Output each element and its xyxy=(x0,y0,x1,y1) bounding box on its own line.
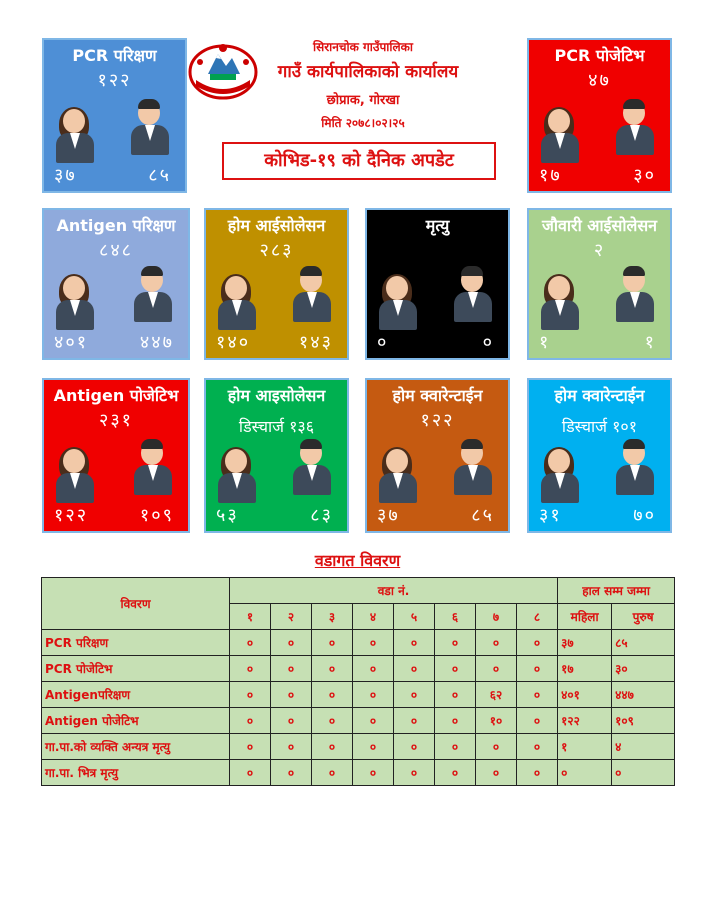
table-row xyxy=(42,734,675,760)
man-avatar-icon xyxy=(291,439,333,495)
female-count: ४०१ xyxy=(54,332,89,353)
female-count: १२२ xyxy=(54,505,89,526)
man-avatar-icon xyxy=(614,99,656,155)
ward-cell: ० xyxy=(230,656,271,682)
female-total-cell: ४०१ xyxy=(558,682,612,708)
header-description: विवरण xyxy=(42,578,230,630)
male-count: ८५ xyxy=(148,165,171,186)
female-total-cell: १ xyxy=(558,734,612,760)
card-subtitle: डिस्चार्ज १३६ xyxy=(238,417,315,436)
ward-cell: ० xyxy=(517,630,558,656)
male-total-cell: ४४७ xyxy=(612,682,675,708)
male-count: १४३ xyxy=(298,332,333,353)
male-count: ८३ xyxy=(310,505,333,526)
card-title: होम आइसोलेसन xyxy=(227,386,326,405)
card-title: PCR परिक्षण xyxy=(72,46,157,65)
ward-cell: ० xyxy=(435,656,476,682)
woman-avatar-icon xyxy=(216,447,258,503)
ward-cell: ० xyxy=(517,682,558,708)
ward-cell: ० xyxy=(394,708,435,734)
ward-cell: ० xyxy=(435,630,476,656)
card-value: १२२ xyxy=(97,70,132,91)
ward-cell: ० xyxy=(312,734,353,760)
row-label: PCR परिक्षण xyxy=(42,630,230,656)
ward-cell: ० xyxy=(230,630,271,656)
female-count: १ xyxy=(539,332,551,353)
female-total-cell: १२२ xyxy=(558,708,612,734)
ward-cell: ० xyxy=(353,656,394,682)
ward-cell: ० xyxy=(353,682,394,708)
card-home-quarantine-discharge xyxy=(527,378,672,533)
card-home-isolation-discharge xyxy=(204,378,349,533)
female-count: १४० xyxy=(216,332,251,353)
woman-avatar-icon xyxy=(539,447,581,503)
man-avatar-icon xyxy=(614,266,656,322)
ward-cell: ० xyxy=(476,760,517,786)
row-label: Antigenपरिक्षण xyxy=(42,682,230,708)
ward-cell: १० xyxy=(476,708,517,734)
woman-avatar-icon xyxy=(216,274,258,330)
male-count: १०९ xyxy=(139,505,174,526)
female-count: ३१ xyxy=(539,505,562,526)
female-total-cell: ३७ xyxy=(558,630,612,656)
male-count: ८५ xyxy=(471,505,494,526)
man-avatar-icon xyxy=(452,266,494,322)
woman-avatar-icon xyxy=(539,107,581,163)
ward-cell: ० xyxy=(476,656,517,682)
male-count: ० xyxy=(482,332,494,353)
ward-cell: ० xyxy=(230,682,271,708)
ward-cell: ० xyxy=(312,682,353,708)
female-total-cell: १७ xyxy=(558,656,612,682)
header-ward-3: ३ xyxy=(312,604,353,630)
report-date: मिति २०७८।०२।२५ xyxy=(321,116,405,130)
office-header xyxy=(188,38,508,131)
ward-cell: ० xyxy=(271,760,312,786)
male-count: १ xyxy=(644,332,656,353)
card-title: मृत्यु xyxy=(425,216,450,235)
header-ward-6: ६ xyxy=(435,604,476,630)
ward-cell: ० xyxy=(312,760,353,786)
card-value: ४७ xyxy=(588,70,611,91)
male-total-cell: ८५ xyxy=(612,630,675,656)
card-title: Antigen पोजेटिभ xyxy=(53,386,179,405)
ward-cell: ० xyxy=(312,630,353,656)
ward-cell: ० xyxy=(435,708,476,734)
ward-cell: ० xyxy=(271,656,312,682)
ward-cell: ० xyxy=(353,630,394,656)
header-ward-1: १ xyxy=(230,604,271,630)
ward-cell: ० xyxy=(230,708,271,734)
card-title: जौवारी आईसोलेसन xyxy=(541,216,658,235)
header-ward-8: ८ xyxy=(517,604,558,630)
ward-cell: ० xyxy=(230,734,271,760)
ward-cell: ० xyxy=(394,734,435,760)
man-avatar-icon xyxy=(614,439,656,495)
ward-cell: ० xyxy=(517,708,558,734)
ward-cell: ० xyxy=(394,656,435,682)
header-ward-no: वडा नं. xyxy=(230,578,558,604)
man-avatar-icon xyxy=(132,439,174,495)
ward-cell: ० xyxy=(353,708,394,734)
card-pcr-positive xyxy=(527,38,672,193)
header-female: महिला xyxy=(558,604,612,630)
ward-cell: ० xyxy=(312,656,353,682)
card-subtitle: डिस्चार्ज १०१ xyxy=(561,417,638,436)
table-row xyxy=(42,760,675,786)
ward-cell: ० xyxy=(435,734,476,760)
ward-cell: ० xyxy=(271,708,312,734)
ward-cell: ० xyxy=(435,682,476,708)
header-ward-5: ५ xyxy=(394,604,435,630)
ward-cell: ० xyxy=(353,760,394,786)
ward-cell: ० xyxy=(353,734,394,760)
ward-cell: ६२ xyxy=(476,682,517,708)
card-value: २३१ xyxy=(98,410,134,431)
woman-avatar-icon xyxy=(54,447,96,503)
card-antigen-positive xyxy=(42,378,190,533)
row-label: गा.पा.को व्यक्ति अन्यत्र मृत्यु xyxy=(42,734,230,760)
card-death xyxy=(365,208,510,360)
ward-details-title: वडागत विवरण xyxy=(314,551,401,570)
ward-cell: ० xyxy=(476,734,517,760)
card-antigen-test xyxy=(42,208,190,360)
ward-cell: ० xyxy=(230,760,271,786)
table-row xyxy=(42,656,675,682)
man-avatar-icon xyxy=(452,439,494,495)
table-row xyxy=(42,630,675,656)
header-male: पुरुष xyxy=(612,604,675,630)
header-ward-2: २ xyxy=(271,604,312,630)
office-name: गाउँ कार्यपालिकाको कार्यालय xyxy=(277,62,459,82)
header-ward-7: ७ xyxy=(476,604,517,630)
man-avatar-icon xyxy=(291,266,333,322)
male-count: ४४७ xyxy=(139,332,174,353)
card-title: PCR पोजेटिभ xyxy=(554,46,645,65)
card-value: २८३ xyxy=(259,240,294,261)
header-total: हाल सम्म जम्मा xyxy=(558,578,675,604)
card-value: १२२ xyxy=(420,410,455,431)
ward-cell: ० xyxy=(435,760,476,786)
female-total-cell: ० xyxy=(558,760,612,786)
ward-cell: ० xyxy=(394,760,435,786)
ward-cell: ० xyxy=(476,630,517,656)
woman-avatar-icon xyxy=(539,274,581,330)
female-count: ३७ xyxy=(54,165,77,186)
card-pcr-test xyxy=(42,38,187,193)
male-total-cell: ० xyxy=(612,760,675,786)
female-count: ३७ xyxy=(377,505,400,526)
table-row xyxy=(42,708,675,734)
female-count: १७ xyxy=(539,165,562,186)
card-home-quarantine xyxy=(365,378,510,533)
card-title: Antigen परिक्षण xyxy=(56,216,176,235)
woman-avatar-icon xyxy=(54,274,96,330)
header-ward-4: ४ xyxy=(353,604,394,630)
ward-cell: ० xyxy=(271,734,312,760)
woman-avatar-icon xyxy=(377,274,419,330)
woman-avatar-icon xyxy=(377,447,419,503)
ward-cell: ० xyxy=(517,656,558,682)
male-total-cell: १०९ xyxy=(612,708,675,734)
male-count: ३० xyxy=(633,165,656,186)
ward-cell: ० xyxy=(271,682,312,708)
ward-cell: ० xyxy=(517,760,558,786)
card-value: ८४८ xyxy=(98,240,134,261)
ward-cell: ० xyxy=(312,708,353,734)
card-ward-isolation xyxy=(527,208,672,360)
card-value: २ xyxy=(593,240,606,261)
row-label: Antigen पोजेटिभ xyxy=(42,708,230,734)
card-home-isolation xyxy=(204,208,349,360)
male-total-cell: ३० xyxy=(612,656,675,682)
municipality-name: सिरानचोक गाउँपालिका xyxy=(313,40,413,54)
ward-cell: ० xyxy=(394,682,435,708)
woman-avatar-icon xyxy=(54,107,96,163)
male-count: ७० xyxy=(633,505,656,526)
male-total-cell: ४ xyxy=(612,734,675,760)
man-avatar-icon xyxy=(129,99,171,155)
ward-cell: ० xyxy=(394,630,435,656)
update-banner: कोभिड-१९ को दैनिक अपडेट xyxy=(222,142,496,180)
ward-cell: ० xyxy=(271,630,312,656)
table-row xyxy=(42,682,675,708)
ward-cell: ० xyxy=(517,734,558,760)
card-title: होम क्वारेन्टाईन xyxy=(392,386,483,405)
female-count: ० xyxy=(377,332,389,353)
card-title: होम आईसोलेसन xyxy=(227,216,326,235)
man-avatar-icon xyxy=(132,266,174,322)
ward-details-table xyxy=(41,577,675,786)
row-label: PCR पोजेटिभ xyxy=(42,656,230,682)
card-title: होम क्वारेन्टाईन xyxy=(554,386,645,405)
row-label: गा.पा. भित्र मृत्यु xyxy=(42,760,230,786)
female-count: ५३ xyxy=(216,505,239,526)
office-address: छोप्राक, गोरखा xyxy=(326,93,400,108)
